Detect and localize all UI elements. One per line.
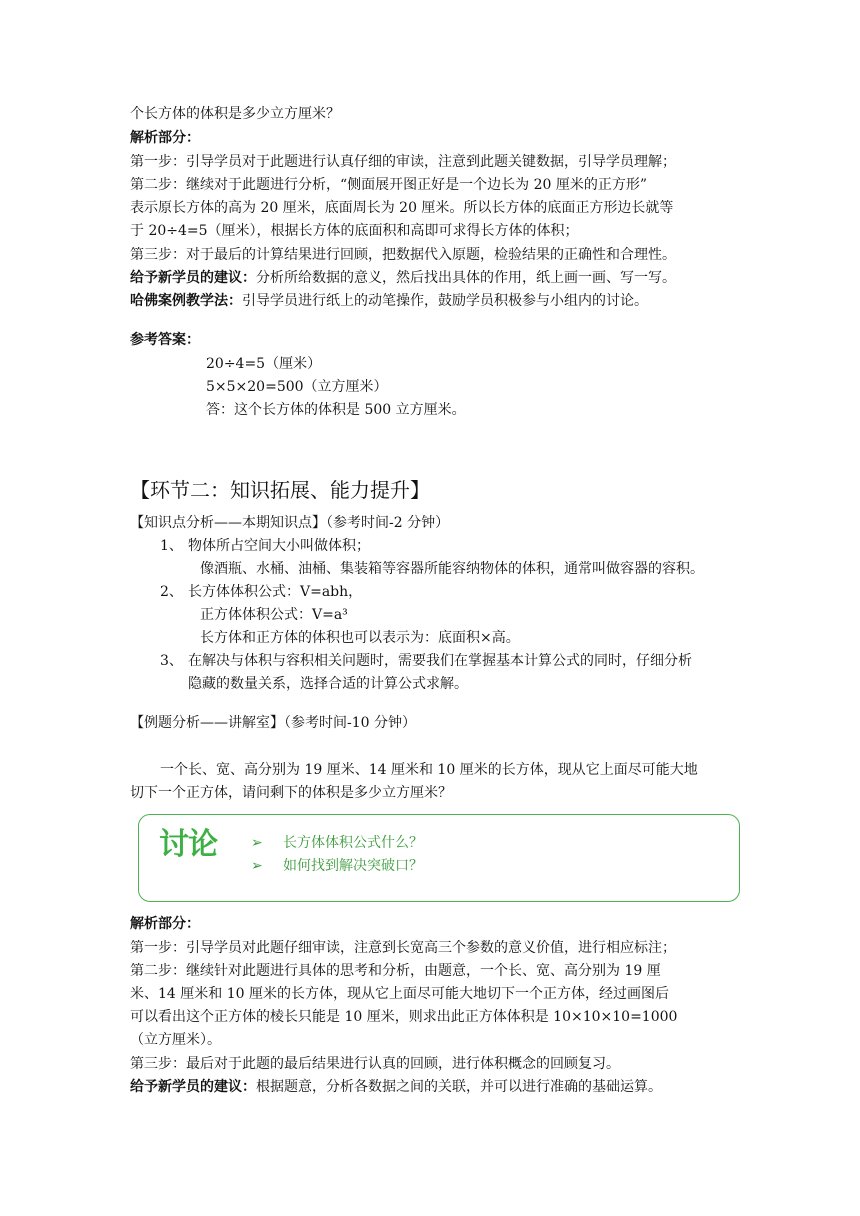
answer-line2: 5×5×20=500（立方厘米） — [206, 379, 388, 395]
kp1-number: 1、 — [160, 538, 183, 554]
arrow-bullet-icon: ➢ — [251, 835, 263, 851]
discussion-bullet-2-text: 如何找到解决突破口？ — [283, 858, 423, 874]
advice-line — [130, 268, 676, 288]
harvard-line — [130, 291, 648, 311]
kp2-sub2: 长方体和正方体的体积也可以表示为：底面积×高。 — [200, 630, 520, 646]
analysis2-step2-line1: 第二步：继续针对此题进行具体的思考和分析，由题意，一个长、宽、高分别为 19 厘 — [130, 963, 661, 979]
example-header: 【例题分析——讲解室】（参考时间-10 分钟） — [130, 715, 416, 731]
kp2-text: 长方体体积公式：V=abh， — [188, 584, 363, 600]
section-title: 【环节二：知识拓展、能力提升】 — [130, 478, 430, 502]
answer-line3: 答：这个长方体的体积是 500 立方厘米。 — [206, 402, 466, 418]
discussion-bullet-1-text: 长方体体积公式什么？ — [283, 835, 423, 851]
kp3-number: 3、 — [160, 653, 183, 669]
analysis-step3: 第三步：对于最后的计算结果进行回顾，把数据代入原题，检验结果的正确性和合理性。 — [130, 247, 676, 263]
analysis2-step3: 第三步：最后对于此题的最后结果进行认真的回顾，进行体积概念的回顾复习。 — [130, 1056, 620, 1072]
kp3-sub: 隐藏的数量关系，选择合适的计算公式求解。 — [188, 676, 468, 692]
advice2-label: 给予新学员的建议： — [130, 1079, 256, 1095]
knowledge-header: 【知识点分析——本期知识点】（参考时间-2 分钟） — [130, 515, 450, 531]
example-question-line2: 切下一个正方体，请问剩下的体积是多少立方厘米？ — [130, 785, 452, 801]
answer-heading: 参考答案： — [130, 332, 200, 348]
analysis-step2-line1: 第二步：继续对于此题进行分析，“侧面展开图正好是一个边长为 20 厘米的正方形” — [130, 177, 648, 193]
arrow-bullet-icon: ➢ — [251, 858, 263, 874]
analysis2-step1: 第一步：引导学员对此题仔细审读，注意到长宽高三个参数的意义价值，进行相应标注； — [130, 940, 676, 956]
analysis2-heading: 解析部分： — [130, 916, 200, 932]
analysis-heading: 解析部分： — [130, 130, 200, 146]
example-question-line1: 一个长、宽、高分别为 19 厘米、14 厘米和 10 厘米的长方体，现从它上面尽可能大地 — [160, 762, 698, 778]
discussion-label: 讨论 — [159, 827, 217, 862]
answer-line1: 20÷4=5（厘米） — [206, 356, 322, 372]
advice2-text: 根据题意，分析各数据之间的关联，并可以进行准确的基础运算。 — [256, 1079, 662, 1095]
advice-label: 给予新学员的建议： — [130, 270, 256, 286]
kp1-sub: 像酒瓶、水桶、油桶、集装箱等容器所能容纳物体的体积，通常叫做容器的容积。 — [200, 561, 704, 577]
kp2-sub1: 正方体体积公式：V=a³ — [200, 607, 348, 623]
analysis2-step2-line3: 可以看出这个正方体的棱长只能是 10 厘米，则求出此正方体体积是 10×10×10=1000 — [130, 1009, 678, 1025]
analysis2-step2-line4: （立方厘米）。 — [130, 1032, 221, 1048]
harvard-text: 引导学员进行纸上的动笔操作，鼓励学员积极参与小组内的讨论。 — [242, 293, 648, 309]
advice2-line — [130, 1077, 662, 1097]
kp1-text: 物体所占空间大小叫做体积； — [188, 538, 370, 554]
harvard-label: 哈佛案例教学法： — [130, 293, 242, 309]
question-tail: 个长方体的体积是多少立方厘米？ — [130, 106, 340, 122]
analysis-step1: 第一步：引导学员对于此题进行认真仔细的审读，注意到此题关键数据，引导学员理解； — [130, 154, 676, 170]
advice-text: 分析所给数据的意义，然后找出具体的作用，纸上画一画、写一写。 — [256, 270, 676, 286]
kp2-number: 2、 — [160, 584, 183, 600]
analysis2-step2-line2: 米、14 厘米和 10 厘米的长方体，现从它上面尽可能大地切下一个正方体，经过画图后 — [130, 986, 669, 1002]
analysis-step2-line3: 于 20÷4=5（厘米），根据长方体的底面积和高即可求得长方体的体积； — [130, 223, 579, 239]
discussion-box — [138, 814, 740, 902]
analysis-step2-line2: 表示原长方体的高为 20 厘米，底面周长为 20 厘米。所以长方体的底面正方形边长就等 — [130, 200, 674, 216]
kp3-text: 在解决与体积与容积相关问题时，需要我们在掌握基本计算公式的同时，仔细分析 — [188, 653, 692, 669]
